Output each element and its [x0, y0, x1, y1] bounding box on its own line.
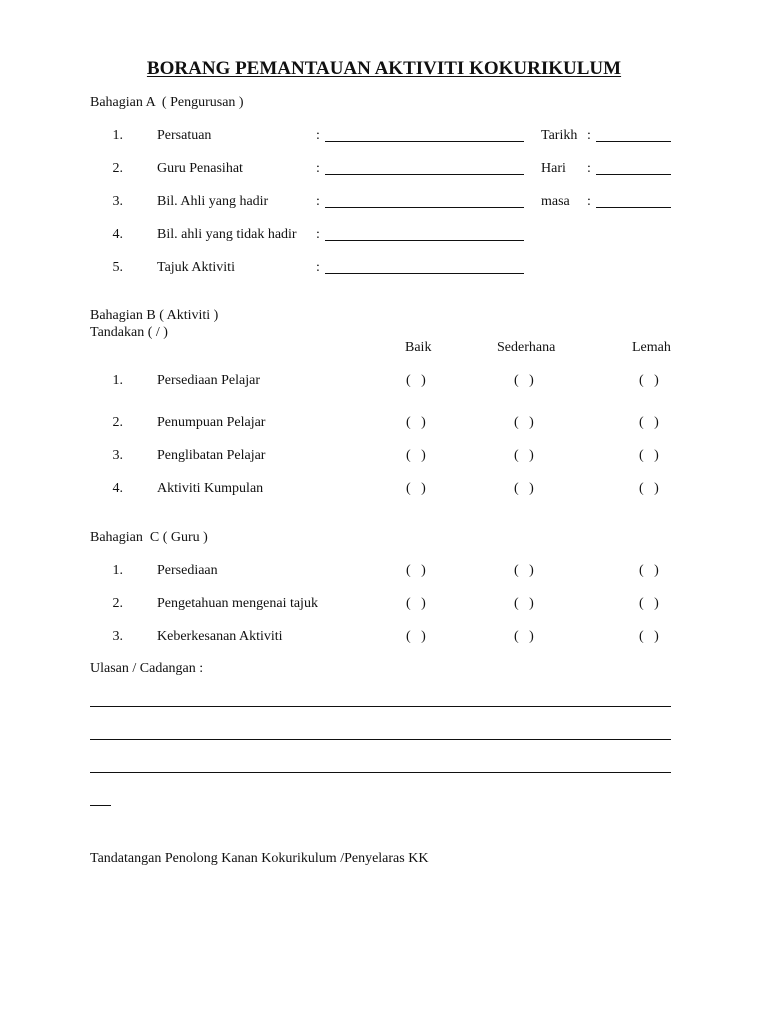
field-label: Bil. Ahli yang hadir — [157, 194, 269, 209]
item-number: 4. — [112, 227, 123, 242]
right-field-label: masa — [541, 194, 570, 209]
field-label: Bil. ahli yang tidak hadir — [157, 227, 297, 242]
criterion-label: Persediaan Pelajar — [157, 373, 261, 388]
item-number: 2. — [112, 161, 123, 176]
field-input-line[interactable] — [325, 240, 524, 241]
criterion-label: Pengetahuan mengenai tajuk — [157, 596, 318, 611]
item-number: 1. — [112, 373, 123, 388]
field-separator: : — [316, 260, 320, 275]
criterion-label: Keberkesanan Aktiviti — [157, 629, 283, 644]
remarks-line-4[interactable] — [90, 805, 111, 806]
section-b-heading: Bahagian B ( Aktiviti ) — [90, 308, 219, 323]
section-c-heading: Bahagian C ( Guru ) — [90, 530, 208, 545]
field-label: Persatuan — [157, 128, 212, 143]
field-input-line[interactable] — [325, 174, 524, 175]
right-field-separator: : — [587, 194, 591, 209]
field-input-line[interactable] — [325, 273, 524, 274]
field-separator: : — [316, 227, 320, 242]
form-title: BORANG PEMANTAUAN AKTIVITI KOKURIKULUM — [146, 58, 622, 79]
right-field-separator: : — [587, 128, 591, 143]
field-input-line[interactable] — [325, 207, 524, 208]
checkbox-sederhana[interactable]: ( ) — [514, 415, 534, 430]
right-field-input-line[interactable] — [596, 141, 671, 142]
criterion-label: Persediaan — [157, 563, 218, 578]
criterion-label: Aktiviti Kumpulan — [157, 481, 264, 496]
field-input-line[interactable] — [325, 141, 524, 142]
checkbox-lemah[interactable]: ( ) — [639, 415, 659, 430]
checkbox-sederhana[interactable]: ( ) — [514, 481, 534, 496]
checkbox-lemah[interactable]: ( ) — [639, 563, 659, 578]
field-label: Guru Penasihat — [157, 161, 243, 176]
checkbox-lemah[interactable]: ( ) — [639, 448, 659, 463]
item-number: 3. — [112, 194, 123, 209]
field-separator: : — [316, 194, 320, 209]
checkbox-baik[interactable]: ( ) — [406, 373, 426, 388]
checkbox-lemah[interactable]: ( ) — [639, 629, 659, 644]
checkbox-baik[interactable]: ( ) — [406, 448, 426, 463]
checkbox-baik[interactable]: ( ) — [406, 415, 426, 430]
remarks-line-3[interactable] — [90, 772, 671, 773]
field-label: Tajuk Aktiviti — [157, 260, 235, 275]
item-number: 1. — [112, 128, 123, 143]
checkbox-sederhana[interactable]: ( ) — [514, 448, 534, 463]
item-number: 4. — [112, 481, 123, 496]
remarks-line-1[interactable] — [90, 706, 671, 707]
criterion-label: Penglibatan Pelajar — [157, 448, 266, 463]
item-number: 3. — [112, 629, 123, 644]
right-field-input-line[interactable] — [596, 207, 671, 208]
right-field-input-line[interactable] — [596, 174, 671, 175]
item-number: 2. — [112, 415, 123, 430]
remarks-line-2[interactable] — [90, 739, 671, 740]
checkbox-baik[interactable]: ( ) — [406, 596, 426, 611]
criterion-label: Penumpuan Pelajar — [157, 415, 266, 430]
checkbox-baik[interactable]: ( ) — [406, 481, 426, 496]
checkbox-sederhana[interactable]: ( ) — [514, 596, 534, 611]
column-header-baik: Baik — [405, 340, 432, 355]
item-number: 3. — [112, 448, 123, 463]
field-separator: : — [316, 128, 320, 143]
remarks-label: Ulasan / Cadangan : — [90, 661, 204, 676]
right-field-label: Tarikh — [541, 128, 578, 143]
item-number: 5. — [112, 260, 123, 275]
checkbox-lemah[interactable]: ( ) — [639, 481, 659, 496]
item-number: 2. — [112, 596, 123, 611]
checkbox-lemah[interactable]: ( ) — [639, 596, 659, 611]
checkbox-lemah[interactable]: ( ) — [639, 373, 659, 388]
checkbox-sederhana[interactable]: ( ) — [514, 373, 534, 388]
right-field-separator: : — [587, 161, 591, 176]
right-field-label: Hari — [541, 161, 566, 176]
column-header-lemah: Lemah — [632, 340, 671, 355]
checkbox-sederhana[interactable]: ( ) — [514, 563, 534, 578]
checkbox-baik[interactable]: ( ) — [406, 629, 426, 644]
field-separator: : — [316, 161, 320, 176]
section-b-instruction: Tandakan ( / ) — [90, 325, 168, 340]
checkbox-sederhana[interactable]: ( ) — [514, 629, 534, 644]
column-header-sederhana: Sederhana — [497, 340, 556, 355]
signature-label: Tandatangan Penolong Kanan Kokurikulum /Penyelaras KK — [90, 851, 429, 866]
checkbox-baik[interactable]: ( ) — [406, 563, 426, 578]
item-number: 1. — [112, 563, 123, 578]
section-a-heading: Bahagian A ( Pengurusan ) — [90, 95, 244, 110]
